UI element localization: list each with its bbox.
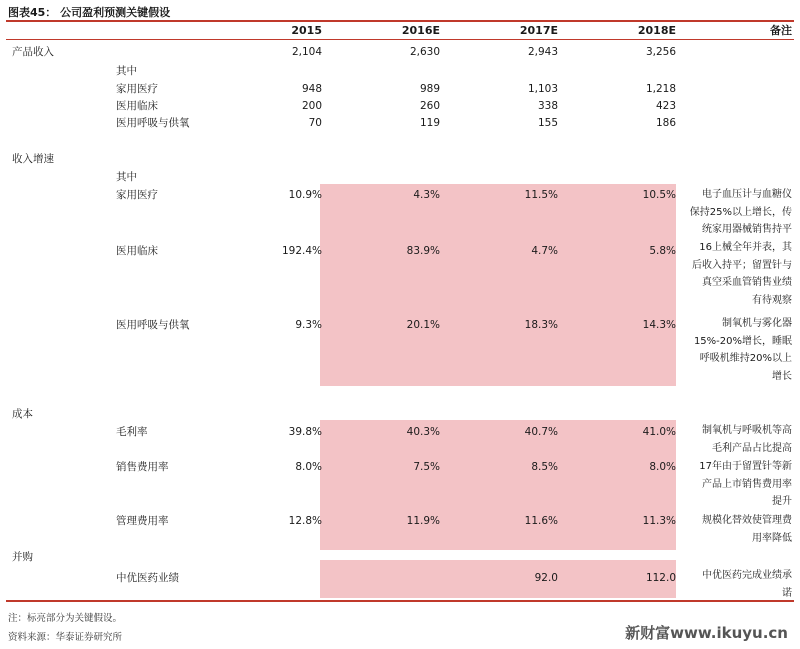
rev-resp-label: 医用呼吸与供氧: [116, 117, 190, 129]
col-2017e: 2017E: [519, 24, 558, 37]
growth-clinic-2016e: 83.9%: [406, 245, 440, 257]
watermark: 新财富www.ikuyu.cn: [625, 624, 788, 642]
growth-clinic-2017e: 4.7%: [531, 245, 558, 257]
rev-home-2016e: 989: [419, 83, 440, 95]
growth-resp-2017e: 18.3%: [524, 319, 558, 331]
admin-expense-2015: 12.8%: [288, 515, 322, 527]
rev-total-2015: 2,104: [291, 46, 322, 58]
rev-home-2018e: 1,218: [645, 83, 676, 95]
top-rule: [6, 20, 794, 22]
remark-zhongyou: 中优医药完成业绩承 诺: [702, 570, 792, 599]
rev-home-2017e: 1,103: [527, 83, 558, 95]
remark-resp-growth: 制氧机与雾化器 15%-20%增长，睡眠 呼吸机维持20%以上 增长: [693, 318, 792, 382]
footnote: 注：标亮部分为关键假设。: [8, 613, 123, 624]
gross-margin-2017e: 40.7%: [524, 426, 558, 438]
rev-resp-2016e: 119: [419, 117, 440, 129]
rev-home-label: 家用医疗: [116, 83, 158, 95]
growth-resp-2015: 9.3%: [295, 319, 322, 331]
zhongyou-label: 中优医药业绩: [116, 572, 179, 584]
rev-total-2017e: 2,943: [527, 46, 558, 58]
growth-resp-2016e: 20.1%: [406, 319, 440, 331]
admin-expense-label: 管理费用率: [116, 515, 169, 527]
growth-home-label: 家用医疗: [116, 189, 158, 201]
growth-home-2016e: 4.3%: [413, 189, 440, 201]
rev-clinic-2015: 200: [301, 100, 322, 112]
selling-expense-2015: 8.0%: [295, 461, 322, 473]
growth-home-2015: 10.9%: [288, 189, 322, 201]
growth-clinic-2018e: 5.8%: [649, 245, 676, 257]
growth-home-2017e: 11.5%: [524, 189, 558, 201]
rev-clinic-2018e: 423: [655, 100, 676, 112]
growth-home-2018e: 10.5%: [642, 189, 676, 201]
section-revenue: 产品收入: [12, 46, 54, 58]
selling-expense-2017e: 8.5%: [531, 461, 558, 473]
rev-total-2016e: 2,630: [409, 46, 440, 58]
highlight-cost: [320, 420, 676, 550]
section-cost: 成本: [12, 408, 33, 420]
gross-margin-2015: 39.8%: [288, 426, 322, 438]
exhibit-title: 图表45： 公司盈利预测关键假设: [8, 6, 171, 19]
rev-clinic-2016e: 260: [419, 100, 440, 112]
section-ma: 并购: [12, 551, 33, 563]
rev-clinic-2017e: 338: [537, 100, 558, 112]
remark-selling-expense: 17年由于留置针等新 产品上市销售费用率 提升: [699, 461, 792, 507]
col-2015: 2015: [291, 24, 322, 37]
zhongyou-2017e: 92.0: [534, 572, 558, 584]
bottom-rule: [6, 600, 794, 602]
source-note: 资料来源：华泰证券研究所: [8, 632, 123, 643]
remark-gross-margin: 制氧机与呼吸机等高 毛利产品占比提高: [702, 425, 792, 454]
growth-clinic-2015: 192.4%: [281, 245, 322, 257]
selling-expense-2016e: 7.5%: [413, 461, 440, 473]
rev-clinic-label: 医用临床: [116, 100, 158, 112]
zhongyou-2018e: 112.0: [645, 572, 676, 584]
admin-expense-2018e: 11.3%: [642, 515, 676, 527]
col-2016e: 2016E: [401, 24, 440, 37]
growth-of-which: 其中: [116, 171, 137, 183]
growth-clinic-label: 医用临床: [116, 245, 158, 257]
selling-expense-label: 销售费用率: [116, 461, 169, 473]
gross-margin-2016e: 40.3%: [406, 426, 440, 438]
remark-home-growth: 电子血压计与血糖仪 保持25%以上增长，传 统家用器械销售持平: [689, 189, 792, 235]
remark-clinic-growth: 16上械全年并表，其 后收入持平；留置针与 真空采血管销售业绩 有待观察: [692, 242, 792, 306]
rev-resp-2017e: 155: [537, 117, 558, 129]
selling-expense-2018e: 8.0%: [649, 461, 676, 473]
gross-margin-label: 毛利率: [116, 426, 148, 438]
highlight-growth: [320, 184, 676, 386]
admin-expense-2017e: 11.6%: [524, 515, 558, 527]
rev-of-which: 其中: [116, 65, 137, 77]
admin-expense-2016e: 11.9%: [406, 515, 440, 527]
col-2018e: 2018E: [637, 24, 676, 37]
rev-total-2018e: 3,256: [645, 46, 676, 58]
col-remark: 备注: [770, 24, 792, 37]
growth-resp-2018e: 14.3%: [642, 319, 676, 331]
growth-resp-label: 医用呼吸与供氧: [116, 319, 190, 331]
rev-resp-2018e: 186: [655, 117, 676, 129]
rev-home-2015: 948: [301, 83, 322, 95]
header-rule: [6, 39, 794, 40]
section-growth: 收入增速: [12, 153, 54, 165]
rev-resp-2015: 70: [308, 117, 322, 129]
gross-margin-2018e: 41.0%: [642, 426, 676, 438]
remark-admin-expense: 规模化替效使管理费 用率降低: [702, 515, 792, 544]
